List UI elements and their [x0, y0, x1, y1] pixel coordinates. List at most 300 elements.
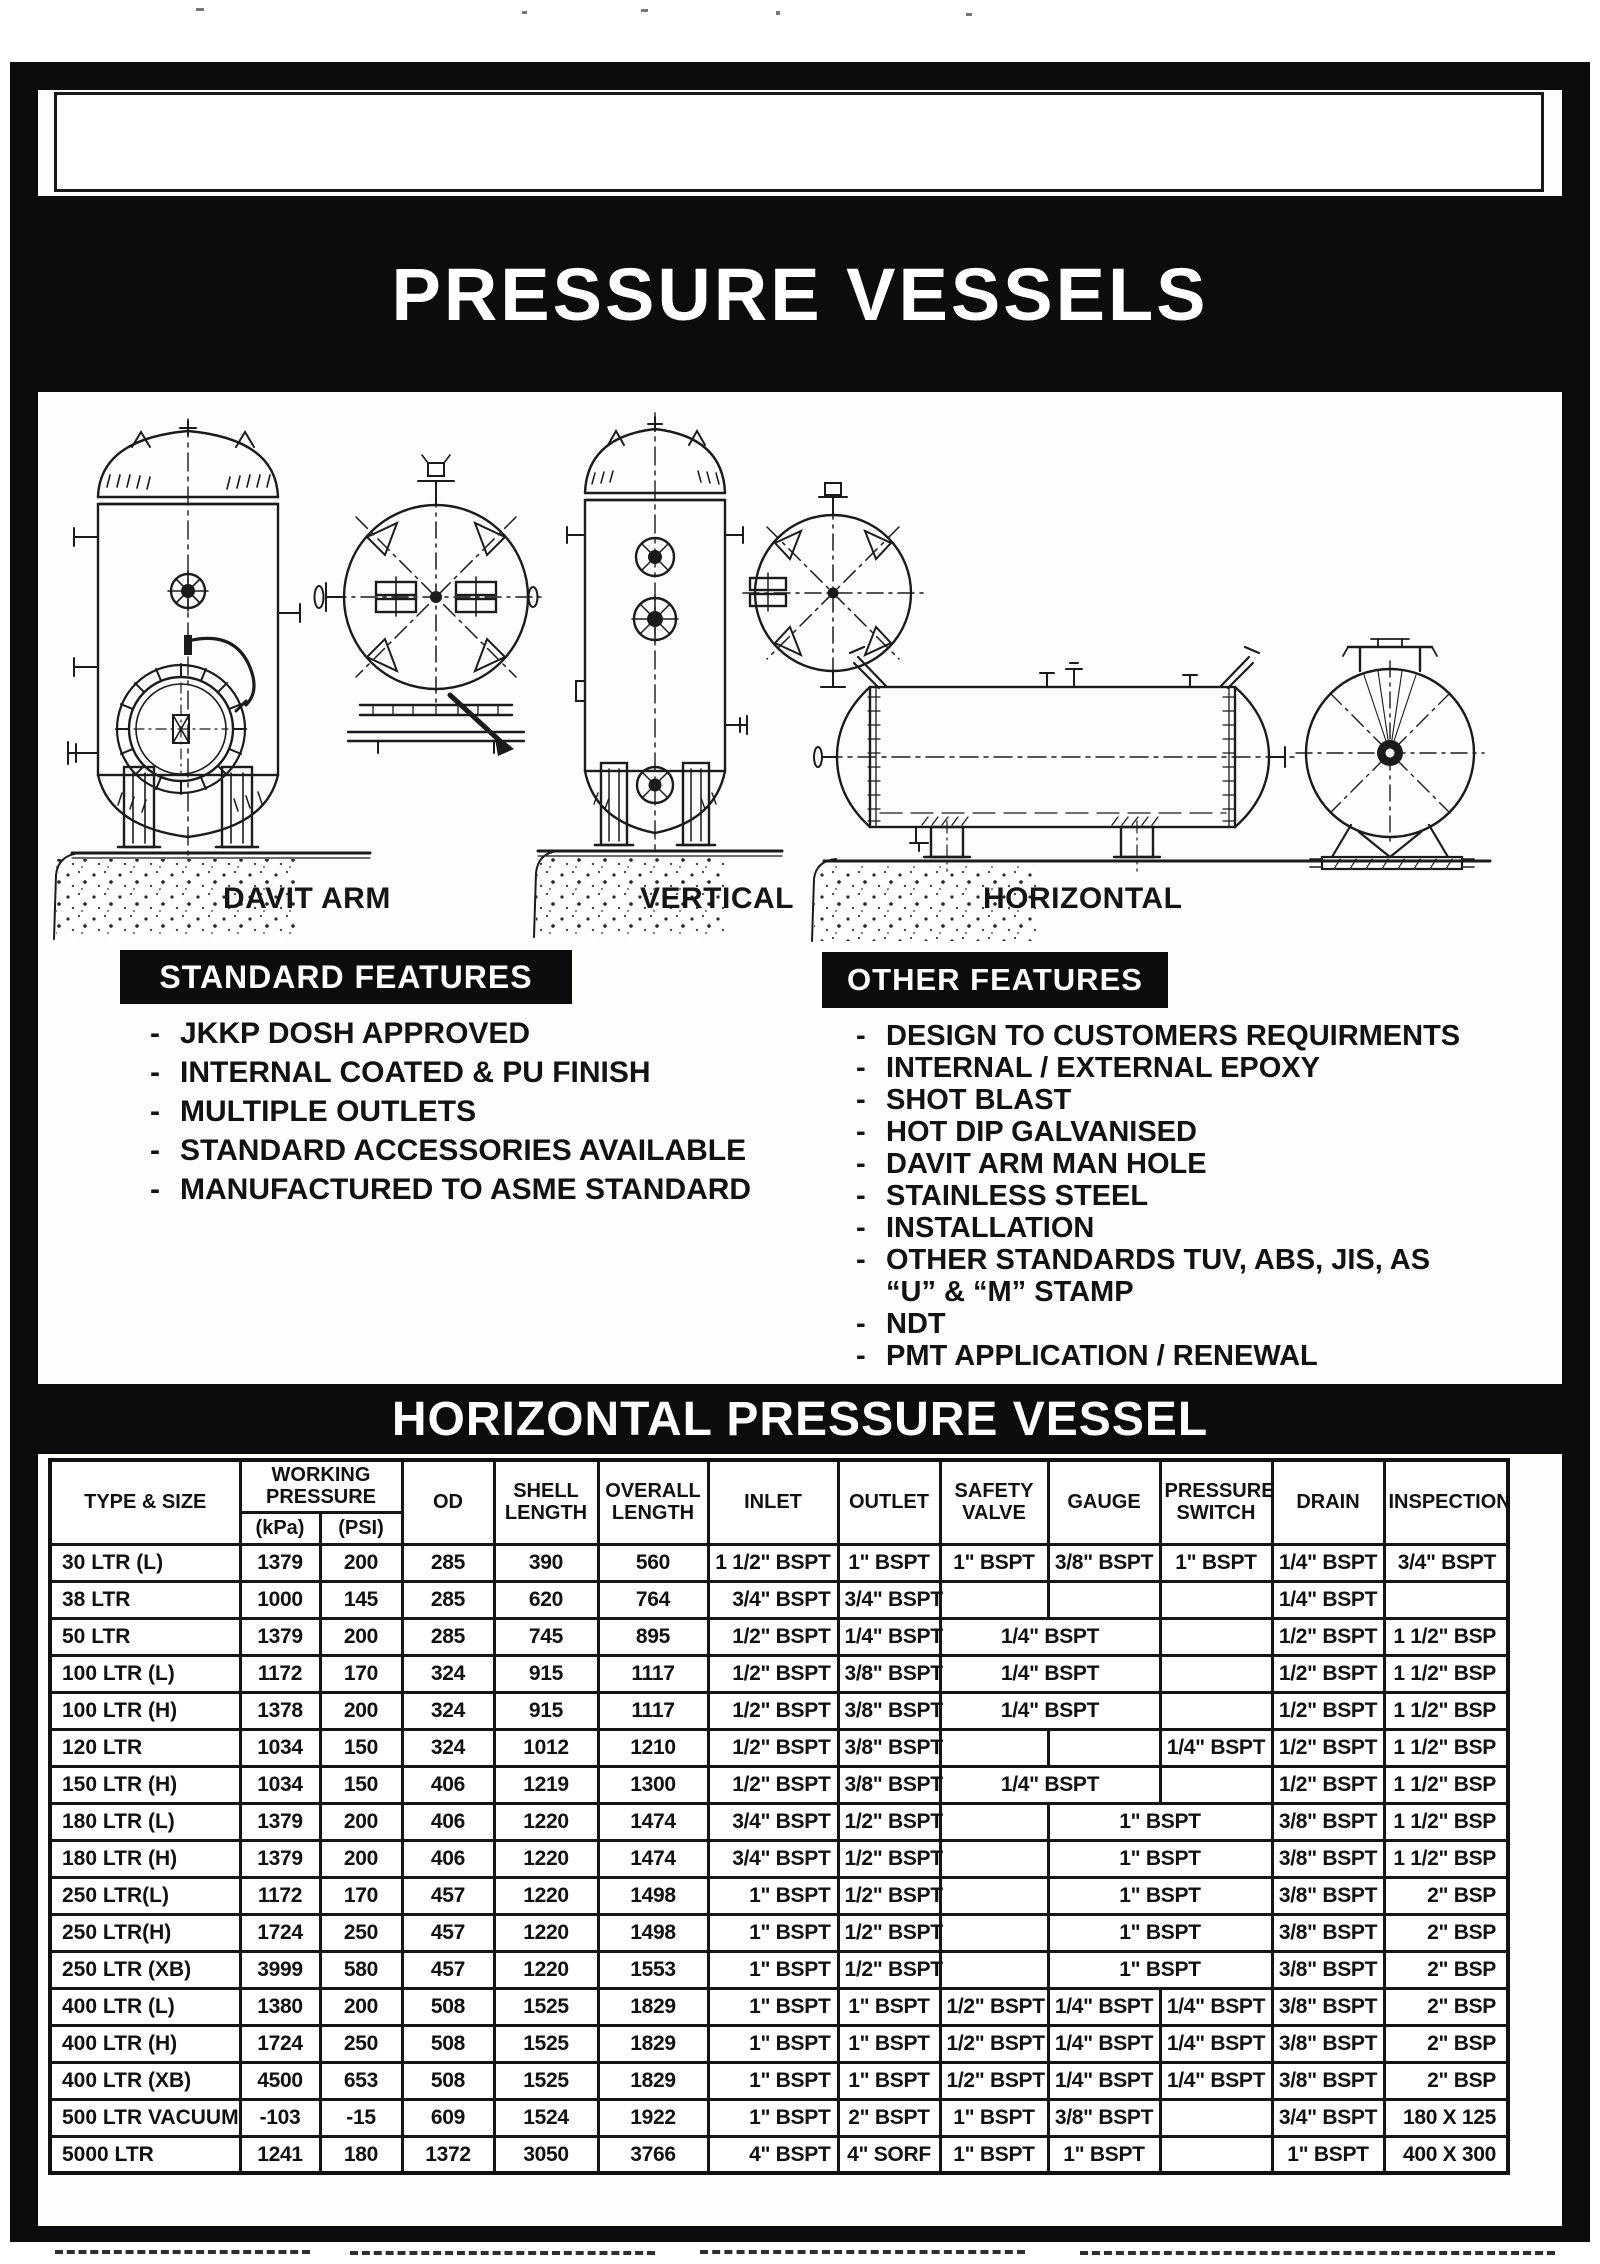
table-cell: 1" BSPT — [838, 2025, 940, 2062]
bullet-dash: - — [150, 1017, 160, 1050]
table-cell: 3/4" BSPT — [708, 1803, 838, 1840]
table-cell: 170 — [320, 1655, 402, 1692]
table-cell: 2" BSP — [1384, 2025, 1508, 2062]
table-cell: 4" SORF — [838, 2136, 940, 2173]
davit-arm-top-view-drawing — [315, 455, 543, 756]
bullet-dash: - — [150, 1056, 160, 1089]
table-cell — [1160, 1618, 1272, 1655]
bullet-dash: - — [150, 1134, 160, 1167]
standard-features-list — [150, 1014, 751, 1209]
table-cell: 250 LTR(H) — [50, 1914, 240, 1951]
table-cell: 200 — [320, 1988, 402, 2025]
feature-item: - DESIGN TO CUSTOMERS REQUIRMENTS — [856, 1020, 1461, 1052]
table-cell: 3/8" BSPT — [838, 1729, 940, 1766]
table-row — [50, 1618, 1508, 1655]
header-inlet: INLET — [708, 1460, 838, 1544]
table-cell: 915 — [494, 1692, 598, 1729]
table-cell: 508 — [402, 2025, 494, 2062]
table-cell: 180 — [320, 2136, 402, 2173]
table-cell: 200 — [320, 1618, 402, 1655]
table-cell: 3/8" BSPT — [1272, 1914, 1384, 1951]
table-cell — [940, 1877, 1048, 1914]
table-cell: 3/8" BSPT — [838, 1655, 940, 1692]
scan-dash — [350, 2251, 655, 2255]
table-cell: 1" BSPT — [838, 2062, 940, 2099]
bullet-dash: - — [856, 1244, 866, 1276]
table-cell: 180 LTR (L) — [50, 1803, 240, 1840]
table-cell: 2" BSPT — [838, 2099, 940, 2136]
standard-features-title: STANDARD FEATURES — [120, 950, 572, 1004]
table-cell: 180 X 125 — [1384, 2099, 1508, 2136]
table-cell: 1380 — [240, 1988, 320, 2025]
table-cell: 324 — [402, 1729, 494, 1766]
table-cell: 1/2" BSPT — [708, 1766, 838, 1803]
table-row — [50, 1729, 1508, 1766]
scan-speck — [641, 9, 648, 12]
table-cell: 1524 — [494, 2099, 598, 2136]
table-title: HORIZONTAL PRESSURE VESSEL — [391, 1392, 1209, 1446]
title-band — [38, 196, 1562, 392]
table-row — [50, 1988, 1508, 2025]
table-cell: 1/2" BSPT — [1272, 1766, 1384, 1803]
table-cell: 1/4" BSPT — [1160, 1988, 1272, 2025]
table-cell: 3/4" BSPT — [838, 1581, 940, 1618]
table-cell: 1922 — [598, 2099, 708, 2136]
table-cell: -15 — [320, 2099, 402, 2136]
table-cell: 1/2" BSPT — [838, 1877, 940, 1914]
table-cell: 895 — [598, 1618, 708, 1655]
table-cell: 1/4" BSPT — [1048, 2062, 1160, 2099]
table-cell: 1498 — [598, 1914, 708, 1951]
table-cell: 3/4" BSPT — [708, 1840, 838, 1877]
table-cell: 457 — [402, 1877, 494, 1914]
table-cell — [940, 1803, 1048, 1840]
table-cell: 250 — [320, 1914, 402, 1951]
bullet-dash: - — [150, 1173, 160, 1206]
table-cell: 1" BSPT — [1048, 1840, 1272, 1877]
spec-table — [48, 1458, 1510, 2175]
table-cell — [940, 1581, 1048, 1618]
table-cell: 1300 — [598, 1766, 708, 1803]
table-row — [50, 2099, 1508, 2136]
table-cell: 1/2" BSPT — [708, 1618, 838, 1655]
table-cell: 1 1/2" BSP — [1384, 1803, 1508, 1840]
table-row — [50, 1914, 1508, 1951]
table-cell: 3766 — [598, 2136, 708, 2173]
table-cell: 1219 — [494, 1766, 598, 1803]
table-cell: 1117 — [598, 1655, 708, 1692]
table-cell: 1000 — [240, 1581, 320, 1618]
vertical-top-view-drawing — [743, 483, 923, 687]
table-cell: 1/4" BSPT — [940, 1618, 1160, 1655]
table-cell: 1" BSPT — [1048, 1951, 1272, 1988]
table-cell: 4" BSPT — [708, 2136, 838, 2173]
table-cell: 150 LTR (H) — [50, 1766, 240, 1803]
table-cell: 764 — [598, 1581, 708, 1618]
table-cell: 1/2" BSPT — [838, 1951, 940, 1988]
table-cell: 324 — [402, 1655, 494, 1692]
bullet-dash: - — [856, 1148, 866, 1180]
table-cell: 285 — [402, 1618, 494, 1655]
table-cell: 38 LTR — [50, 1581, 240, 1618]
table-cell: 3050 — [494, 2136, 598, 2173]
bullet-dash: - — [856, 1180, 866, 1212]
table-title-band — [38, 1384, 1562, 1454]
table-cell: 1" BSPT — [708, 2025, 838, 2062]
table-cell: 3/8" BSPT — [1272, 2025, 1384, 2062]
table-cell: 3/8" BSPT — [1048, 1544, 1160, 1581]
table-cell: 457 — [402, 1914, 494, 1951]
table-cell: 1" BSPT — [940, 1544, 1048, 1581]
table-cell: 100 LTR (L) — [50, 1655, 240, 1692]
table-cell: 406 — [402, 1803, 494, 1840]
table-cell: 1220 — [494, 1840, 598, 1877]
table-cell: 1241 — [240, 2136, 320, 2173]
table-cell: 200 — [320, 1544, 402, 1581]
table-cell — [940, 1729, 1048, 1766]
table-cell: 1 1/2" BSP — [1384, 1692, 1508, 1729]
table-cell: 400 LTR (XB) — [50, 2062, 240, 2099]
header-pressure-switch: PRESSURE SWITCH — [1160, 1460, 1272, 1544]
table-cell: 1474 — [598, 1840, 708, 1877]
table-cell: 1" BSPT — [838, 1988, 940, 2025]
header-box — [54, 92, 1544, 192]
table-cell: 1724 — [240, 1914, 320, 1951]
table-cell: 1553 — [598, 1951, 708, 1988]
table-cell: 3/8" BSPT — [838, 1692, 940, 1729]
table-cell: 150 — [320, 1729, 402, 1766]
feature-item: - OTHER STANDARDS TUV, ABS, JIS, AS “U” & “M” STAMP — [856, 1244, 1460, 1308]
table-cell: 170 — [320, 1877, 402, 1914]
table-cell — [1160, 1692, 1272, 1729]
table-cell: 1" BSPT — [1048, 2136, 1160, 2173]
table-cell: 1" BSPT — [708, 1951, 838, 1988]
table-cell: 653 — [320, 2062, 402, 2099]
table-cell: 1210 — [598, 1729, 708, 1766]
vertical-vessel-drawing — [567, 413, 747, 853]
table-body — [50, 1544, 1508, 2173]
table-cell: 120 LTR — [50, 1729, 240, 1766]
table-cell: 250 LTR(L) — [50, 1877, 240, 1914]
table-row — [50, 2062, 1508, 2099]
table-cell: 1" BSPT — [1160, 1544, 1272, 1581]
table-row — [50, 1544, 1508, 1581]
table-cell: 250 — [320, 2025, 402, 2062]
bullet-dash: - — [856, 1340, 866, 1372]
table-cell: 1172 — [240, 1655, 320, 1692]
table-header — [50, 1460, 1511, 1544]
table-row — [50, 2025, 1508, 2062]
table-cell: 1" BSPT — [1048, 1914, 1272, 1951]
table-cell: 1" BSPT — [940, 2136, 1048, 2173]
table-cell: 1" BSPT — [1048, 1877, 1272, 1914]
table-cell: 1" BSPT — [1272, 2136, 1384, 2173]
table-cell: 3/4" BSPT — [1272, 2099, 1384, 2136]
feature-item: - INTERNAL COATED & PU FINISH — [150, 1053, 751, 1092]
drawing-label-vertical: VERTICAL — [640, 882, 794, 915]
table-cell: 1" BSPT — [708, 2099, 838, 2136]
table-cell: 1/2" BSPT — [838, 1803, 940, 1840]
table-cell — [1160, 1766, 1272, 1803]
header-type-size: TYPE & SIZE — [50, 1460, 240, 1544]
table-row — [50, 1951, 1508, 1988]
table-cell: 2" BSP — [1384, 1877, 1508, 1914]
table-cell: 145 — [320, 1581, 402, 1618]
feature-item: - SHOT BLAST — [856, 1084, 1072, 1116]
table-cell — [1160, 1581, 1272, 1618]
table-cell: 2" BSP — [1384, 2062, 1508, 2099]
table-cell: 1829 — [598, 1988, 708, 2025]
table-cell: 324 — [402, 1692, 494, 1729]
table-cell: 1/2" BSPT — [1272, 1692, 1384, 1729]
table-cell: 1/2" BSPT — [1272, 1655, 1384, 1692]
header-od: OD — [402, 1460, 494, 1544]
feature-item: - DAVIT ARM MAN HOLE — [856, 1148, 1207, 1180]
table-cell: 1117 — [598, 1692, 708, 1729]
table-cell: 1012 — [494, 1729, 598, 1766]
table-row — [50, 1803, 1508, 1840]
table-cell: 609 — [402, 2099, 494, 2136]
table-cell: 1724 — [240, 2025, 320, 2062]
scan-speck — [196, 8, 204, 11]
table-cell — [1048, 1729, 1160, 1766]
table-cell: 3/8" BSPT — [838, 1766, 940, 1803]
table-row — [50, 1840, 1508, 1877]
feature-item: - JKKP DOSH APPROVED — [150, 1014, 751, 1053]
table-cell — [1048, 1581, 1160, 1618]
table-cell: 1" BSPT — [708, 1914, 838, 1951]
table-cell: 1" BSPT — [708, 1877, 838, 1914]
bullet-dash: - — [856, 1084, 866, 1116]
table-cell: 1 1/2" BSP — [1384, 1840, 1508, 1877]
table-cell: 1" BSPT — [708, 2062, 838, 2099]
table-cell: 200 — [320, 1692, 402, 1729]
table-cell: 3/8" BSPT — [1048, 2099, 1160, 2136]
table-cell: 3/8" BSPT — [1272, 1840, 1384, 1877]
table-cell: 1 1/2" BSP — [1384, 1655, 1508, 1692]
header-overall-length: OVERALL LENGTH — [598, 1460, 708, 1544]
feature-item: - INTERNAL / EXTERNAL EPOXY — [856, 1052, 1320, 1084]
table-cell: 285 — [402, 1544, 494, 1581]
feature-item: - HOT DIP GALVANISED — [856, 1116, 1197, 1148]
table-cell: 3/8" BSPT — [1272, 1803, 1384, 1840]
feature-item: - MULTIPLE OUTLETS — [150, 1092, 751, 1131]
header-working-pressure: WORKING PRESSURE — [240, 1460, 402, 1512]
table-cell: 1379 — [240, 1544, 320, 1581]
table-cell: 285 — [402, 1581, 494, 1618]
feature-item: - MANUFACTURED TO ASME STANDARD — [150, 1170, 751, 1209]
table-cell: 508 — [402, 1988, 494, 2025]
table-cell: 1/2" BSPT — [708, 1729, 838, 1766]
drawing-label-horizontal: HORIZONTAL — [983, 882, 1183, 915]
table-cell — [1160, 2136, 1272, 2173]
table-cell: 1/2" BSPT — [940, 2025, 1048, 2062]
table-cell: 500 LTR VACUUM — [50, 2099, 240, 2136]
table-cell: 1/4" BSPT — [940, 1692, 1160, 1729]
table-cell: 3/8" BSPT — [1272, 1951, 1384, 1988]
header-drain: DRAIN — [1272, 1460, 1384, 1544]
table-cell: 180 LTR (H) — [50, 1840, 240, 1877]
feature-item: - NDT — [856, 1308, 946, 1340]
table-cell: 1474 — [598, 1803, 708, 1840]
table-cell: 560 — [598, 1544, 708, 1581]
table-cell: 1220 — [494, 1877, 598, 1914]
table-cell: 200 — [320, 1803, 402, 1840]
feature-item: - PMT APPLICATION / RENEWAL — [856, 1340, 1318, 1372]
scan-speck — [522, 11, 527, 14]
table-cell: 1 1/2" BSP — [1384, 1729, 1508, 1766]
table-cell: 457 — [402, 1951, 494, 1988]
header-safety-valve: SAFETY VALVE — [940, 1460, 1048, 1544]
table-row — [50, 1766, 1508, 1803]
scan-dash — [1080, 2251, 1555, 2255]
feature-item: - INSTALLATION — [856, 1212, 1095, 1244]
scan-dash — [55, 2250, 310, 2254]
table-cell — [1160, 1655, 1272, 1692]
page-title: PRESSURE VESSELS — [391, 252, 1209, 336]
table-cell: 3/4" BSPT — [708, 1581, 838, 1618]
table-cell — [1160, 2099, 1272, 2136]
table-cell: 1378 — [240, 1692, 320, 1729]
table-row — [50, 1692, 1508, 1729]
table-cell: 400 LTR (L) — [50, 1988, 240, 2025]
table-cell: 1220 — [494, 1914, 598, 1951]
table-cell: 250 LTR (XB) — [50, 1951, 240, 1988]
other-features-title: OTHER FEATURES — [822, 952, 1168, 1008]
table-cell: 1172 — [240, 1877, 320, 1914]
header-gauge: GAUGE — [1048, 1460, 1160, 1544]
bullet-dash: - — [856, 1116, 866, 1148]
table-cell: 1/4" BSPT — [1160, 2062, 1272, 2099]
table-cell: 30 LTR (L) — [50, 1544, 240, 1581]
table-cell: 1034 — [240, 1766, 320, 1803]
other-features-list — [856, 1020, 1460, 1372]
table-cell: 3/8" BSPT — [1272, 1988, 1384, 2025]
table-cell: 1/4" BSPT — [1048, 2025, 1160, 2062]
table-cell: 406 — [402, 1840, 494, 1877]
bullet-dash: - — [856, 1308, 866, 1340]
table-cell: 2" BSP — [1384, 1914, 1508, 1951]
header-kpa: (kPa) — [240, 1512, 320, 1544]
header-outlet: OUTLET — [838, 1460, 940, 1544]
bullet-dash: - — [150, 1095, 160, 1128]
scan-speck — [966, 13, 972, 16]
table-cell: 1/2" BSPT — [838, 1840, 940, 1877]
table-cell: 1" BSPT — [940, 2099, 1048, 2136]
table-cell: 1" BSPT — [708, 1988, 838, 2025]
bullet-dash: - — [856, 1052, 866, 1084]
bullet-dash: - — [856, 1212, 866, 1244]
table-cell: 620 — [494, 1581, 598, 1618]
table-cell: -103 — [240, 2099, 320, 2136]
table-cell: 1 1/2" BSP — [1384, 1618, 1508, 1655]
table-cell — [940, 1914, 1048, 1951]
table-cell: 1/4" BSPT — [1160, 1729, 1272, 1766]
table-cell: 100 LTR (H) — [50, 1692, 240, 1729]
table-cell: 1379 — [240, 1803, 320, 1840]
scan-dash — [700, 2250, 1025, 2254]
table-cell: 1 1/2" BSPT — [708, 1544, 838, 1581]
table-cell: 1525 — [494, 1988, 598, 2025]
table-cell: 1/4" BSPT — [940, 1655, 1160, 1692]
table-row — [50, 1877, 1508, 1914]
page-content — [38, 90, 1562, 2226]
table-row — [50, 1581, 1508, 1618]
table-cell: 1379 — [240, 1840, 320, 1877]
table-cell: 1372 — [402, 2136, 494, 2173]
table-cell: 1525 — [494, 2025, 598, 2062]
table-cell: 1525 — [494, 2062, 598, 2099]
table-cell: 1220 — [494, 1951, 598, 1988]
vessel-technical-drawings — [38, 385, 1562, 945]
table-cell: 390 — [494, 1544, 598, 1581]
table-cell: 1/4" BSPT — [1160, 2025, 1272, 2062]
table-cell: 1/2" BSPT — [940, 2062, 1048, 2099]
table-cell — [1384, 1581, 1508, 1618]
horizontal-end-view-drawing — [1296, 639, 1484, 869]
header-shell-length: SHELL LENGTH — [494, 1460, 598, 1544]
table-cell: 580 — [320, 1951, 402, 1988]
table-cell: 4500 — [240, 2062, 320, 2099]
table-cell: 1829 — [598, 2025, 708, 2062]
table-cell: 1/4" BSPT — [1272, 1581, 1384, 1618]
table-cell: 1498 — [598, 1877, 708, 1914]
table-cell: 200 — [320, 1840, 402, 1877]
table-cell: 1 1/2" BSP — [1384, 1766, 1508, 1803]
table-cell: 3/8" BSPT — [1272, 2062, 1384, 2099]
table-cell: 3/8" BSPT — [1272, 1877, 1384, 1914]
table-cell: 1/4" BSPT — [1272, 1544, 1384, 1581]
table-cell: 915 — [494, 1655, 598, 1692]
table-cell: 1/2" BSPT — [838, 1914, 940, 1951]
table-cell: 1/2" BSPT — [708, 1655, 838, 1692]
table-cell: 1/4" BSPT — [838, 1618, 940, 1655]
davit-arm-vessel-drawing — [68, 419, 300, 855]
table-cell: 1/4" BSPT — [940, 1766, 1160, 1803]
table-cell: 3999 — [240, 1951, 320, 1988]
table-cell: 3/4" BSPT — [1384, 1544, 1508, 1581]
header-inspection: INSPECTION — [1384, 1460, 1508, 1544]
table-cell — [940, 1951, 1048, 1988]
table-cell: 400 X 300 — [1384, 2136, 1508, 2173]
horizontal-vessel-drawing — [814, 647, 1300, 871]
table-cell: 1/2" BSPT — [1272, 1729, 1384, 1766]
scan-speck — [776, 11, 780, 15]
feature-item: - STAINLESS STEEL — [856, 1180, 1149, 1212]
table-cell: 2" BSP — [1384, 1988, 1508, 2025]
feature-item-continuation: “U” & “M” STAMP — [886, 1276, 1134, 1308]
page-frame — [10, 62, 1590, 2242]
table-cell: 1/2" BSPT — [708, 1692, 838, 1729]
feature-item: - STANDARD ACCESSORIES AVAILABLE — [150, 1131, 751, 1170]
table-row — [50, 2136, 1508, 2173]
table-cell: 1829 — [598, 2062, 708, 2099]
table-cell: 1" BSPT — [838, 1544, 940, 1581]
table-cell: 1/2" BSPT — [1272, 1618, 1384, 1655]
table-cell: 1379 — [240, 1618, 320, 1655]
table-cell — [940, 1840, 1048, 1877]
table-cell: 150 — [320, 1766, 402, 1803]
bullet-dash: - — [856, 1020, 866, 1052]
table-cell: 1/2" BSPT — [940, 1988, 1048, 2025]
table-cell: 508 — [402, 2062, 494, 2099]
table-cell: 2" BSP — [1384, 1951, 1508, 1988]
table-cell: 50 LTR — [50, 1618, 240, 1655]
table-cell: 745 — [494, 1618, 598, 1655]
table-cell: 1" BSPT — [1048, 1803, 1272, 1840]
table-cell: 1034 — [240, 1729, 320, 1766]
header-psi: (PSI) — [320, 1512, 402, 1544]
